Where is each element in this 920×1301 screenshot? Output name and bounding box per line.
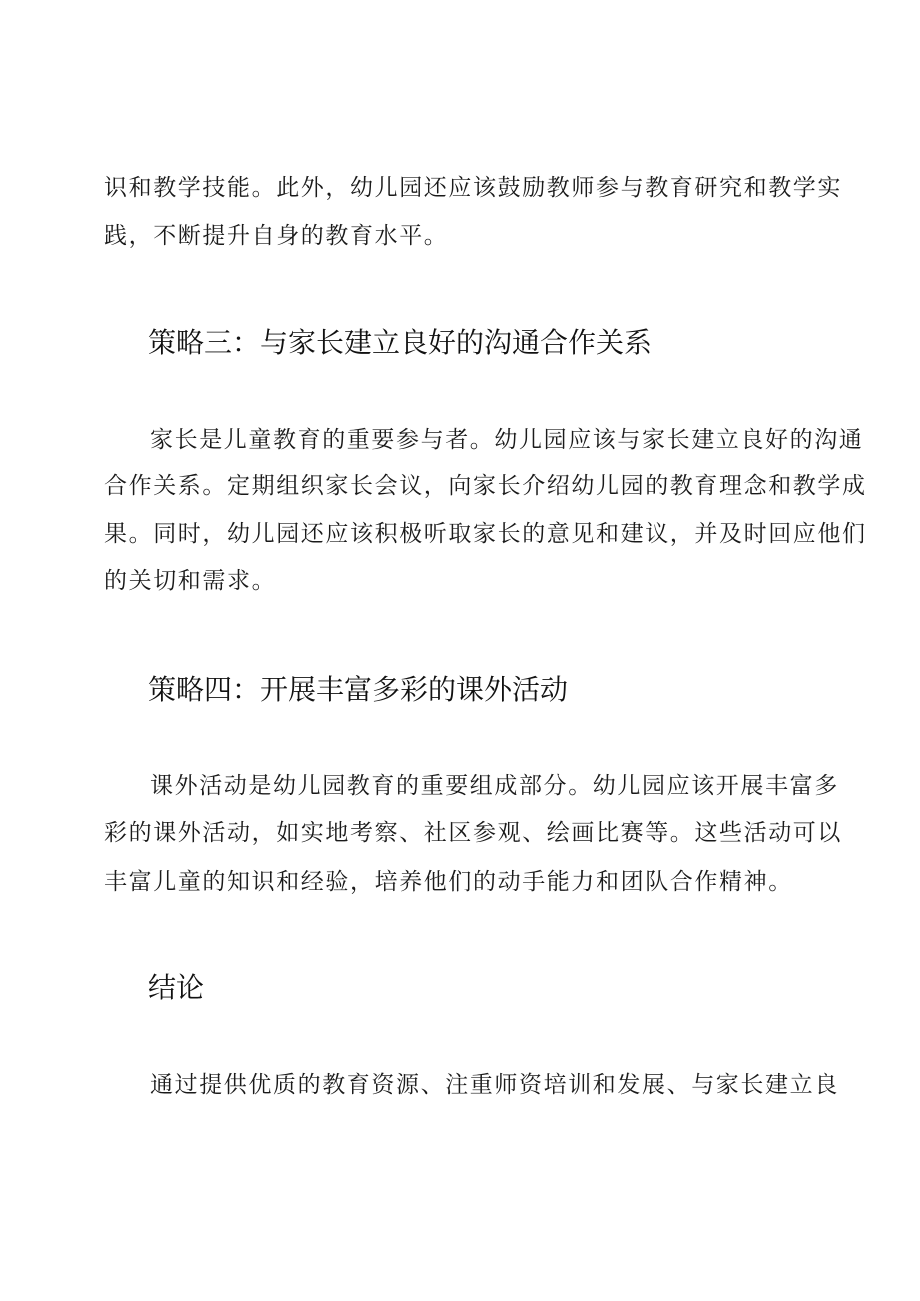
paragraph-line: 识和教学技能。此外，幼儿园还应该鼓励教师参与教育研究和教学实: [104, 175, 842, 201]
paragraph-line: 课外活动是幼儿园教育的重要组成部分。幼儿园应该开展丰富多: [150, 773, 839, 799]
paragraph-line: 通过提供优质的教育资源、注重师资培训和发展、与家长建立良: [150, 1072, 839, 1098]
paragraph-line: 丰富儿童的知识和经验，培养他们的动手能力和团队合作精神。: [104, 869, 793, 895]
paragraph-line: 践，不断提升自身的教育水平。: [104, 223, 449, 249]
paragraph-line: 合作关系。定期组织家长会议，向家长介绍幼儿园的教育理念和教学成: [104, 473, 867, 499]
section-heading-strategy-3: 策略三：与家长建立良好的沟通合作关系: [148, 326, 653, 359]
section-heading-conclusion: 结论: [148, 971, 205, 1004]
paragraph-line: 的关切和需求。: [104, 568, 277, 594]
paragraph-line: 彩的课外活动，如实地考察、社区参观、绘画比赛等。这些活动可以: [104, 820, 842, 846]
paragraph-line: 家长是儿童教育的重要参与者。幼儿园应该与家长建立良好的沟通: [150, 427, 864, 453]
section-heading-strategy-4: 策略四：开展丰富多彩的课外活动: [148, 673, 569, 706]
paragraph-line: 果。同时，幼儿园还应该积极听取家长的意见和建议，并及时回应他们: [104, 521, 867, 547]
